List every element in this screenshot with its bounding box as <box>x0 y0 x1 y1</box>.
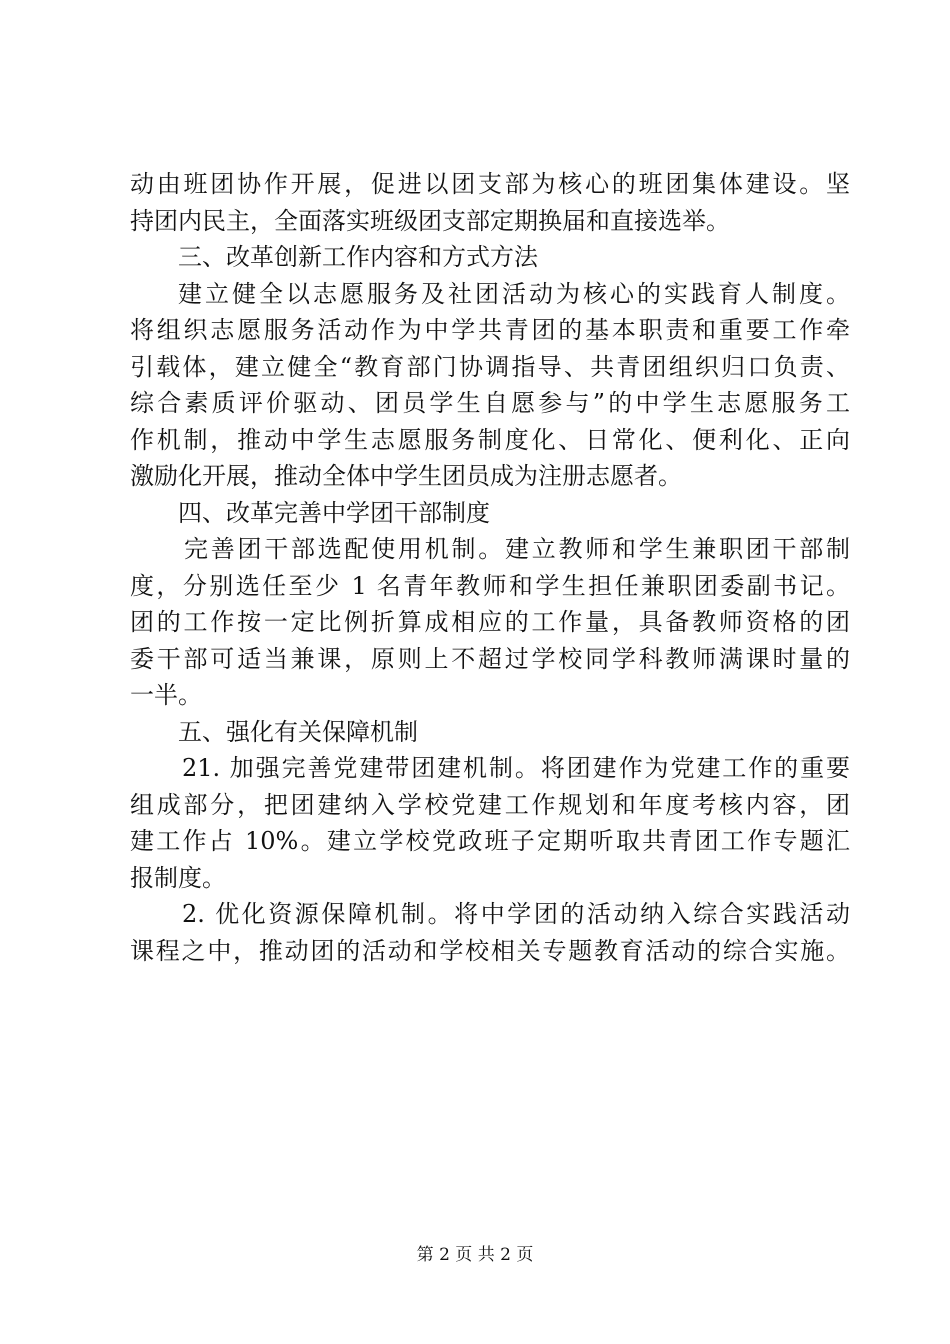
section-heading: 四、改革完善中学团干部制度 <box>178 498 490 527</box>
paragraph-line: 综合素质评价驱动、团员学生自愿参与”的中学生志愿服务工 <box>130 389 850 417</box>
paragraph-line: 课程之中，推动团的活动和学校相关专题教育活动的综合实施。 <box>130 936 850 965</box>
paragraph-line: 持团内民主，全面落实班级团支部定期换届和直接选举。 <box>130 206 730 235</box>
paragraph-line: 委干部可适当兼课，原则上不超过学校同学科教师满课时量的 <box>130 644 850 673</box>
document-body <box>130 166 850 969</box>
paragraph-line: 完善团干部选配使用机制。建立教师和学生兼职团干部制 <box>184 535 850 563</box>
paragraph-line: 引载体，建立健全“教育部门协调指导、共青团组织归口负责、 <box>130 352 850 381</box>
paragraph-line: 建工作占 10%。建立学校党政班子定期听取共青团工作专题汇 <box>130 827 850 855</box>
paragraph-line: 组成部分，把团建纳入学校党建工作规划和年度考核内容，团 <box>130 790 850 819</box>
page-number-footer: 第 2 页 共 2 页 <box>416 1245 534 1265</box>
paragraph-line: 21. 加强完善党建带团建机制。将团建作为党建工作的重要 <box>182 754 850 782</box>
paragraph-line: 激励化开展，推动全体中学生团员成为注册志愿者。 <box>130 462 682 490</box>
section-heading: 三、改革创新工作内容和方式方法 <box>178 243 538 271</box>
paragraph-line: 动由班团协作开展，促进以团支部为核心的班团集体建设。坚 <box>130 170 850 198</box>
paragraph-line: 作机制，推动中学生志愿服务制度化、日常化、便利化、正向 <box>130 425 850 454</box>
paragraph-line: 一半。 <box>130 681 202 709</box>
paragraph-line: 报制度。 <box>130 863 226 892</box>
paragraph-line: 建立健全以志愿服务及社团活动为核心的实践育人制度。 <box>178 279 850 308</box>
section-heading: 五、强化有关保障机制 <box>178 717 418 746</box>
paragraph-line: 2. 优化资源保障机制。将中学团的活动纳入综合实践活动 <box>182 900 850 928</box>
paragraph-line: 度，分别选任至少 1 名青年教师和学生担任兼职团委副书记。 <box>130 571 850 600</box>
paragraph-line: 团的工作按一定比例折算成相应的工作量，具备教师资格的团 <box>130 608 850 636</box>
paragraph-line: 将组织志愿服务活动作为中学共青团的基本职责和重要工作牵 <box>130 316 850 344</box>
